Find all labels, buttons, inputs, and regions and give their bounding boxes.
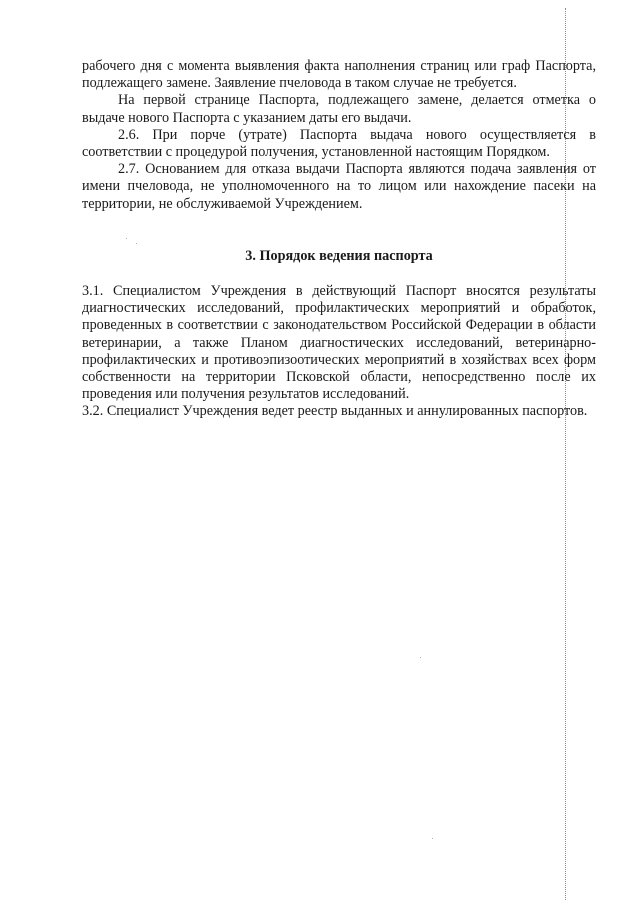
scan-speck	[420, 657, 421, 658]
scan-speck	[126, 238, 127, 239]
section-2-continuation	[82, 58, 596, 213]
section-3-heading: 3. Порядок ведения паспорта	[245, 248, 433, 264]
paragraph-3-1: 3.1. Специалистом Учреждения в действующий Паспорт вносятся результаты диагностических исследований, профилактических мероприятий и обработок, проведенных в соответствии с законодательством Российской Федерации в области ветеринарии, а также Планом диагностических исследований, ветеринарно-профилактических и противоэпизоотических мероприятий в хозяйствах всех форм собственности на территории Псковской области, непосредственно после их проведения или получения результатов исследований.	[82, 283, 596, 403]
section-3-body	[82, 283, 596, 421]
paragraph-2-5-note: На первой странице Паспорта, подлежащего замене, делается отметка о выдаче нового Паспорта с указанием даты его выдачи.	[82, 92, 596, 126]
paragraph-2-6: 2.6. При порче (утрате) Паспорта выдача нового осуществляется в соответствии с процедурой получения, установленной настоящим Порядком.	[82, 126, 596, 161]
scan-speck	[432, 838, 433, 839]
paragraph-2-5-continuation: рабочего дня с момента выявления факта наполнения страниц или граф Паспорта, подлежащего замене. Заявление пчеловода в таком случае не требуется.	[82, 58, 596, 92]
paragraph-2-7: 2.7. Основанием для отказа выдачи Паспорта являются подача заявления от имени пчеловода, не уполномоченного на то лицом или нахождение пасеки на территории, не обслуживаемой Учреждением.	[82, 161, 596, 212]
scan-speck	[136, 243, 137, 244]
paragraph-3-2: 3.2. Специалист Учреждения ведет реестр выданных и аннулированных паспортов.	[82, 403, 588, 420]
